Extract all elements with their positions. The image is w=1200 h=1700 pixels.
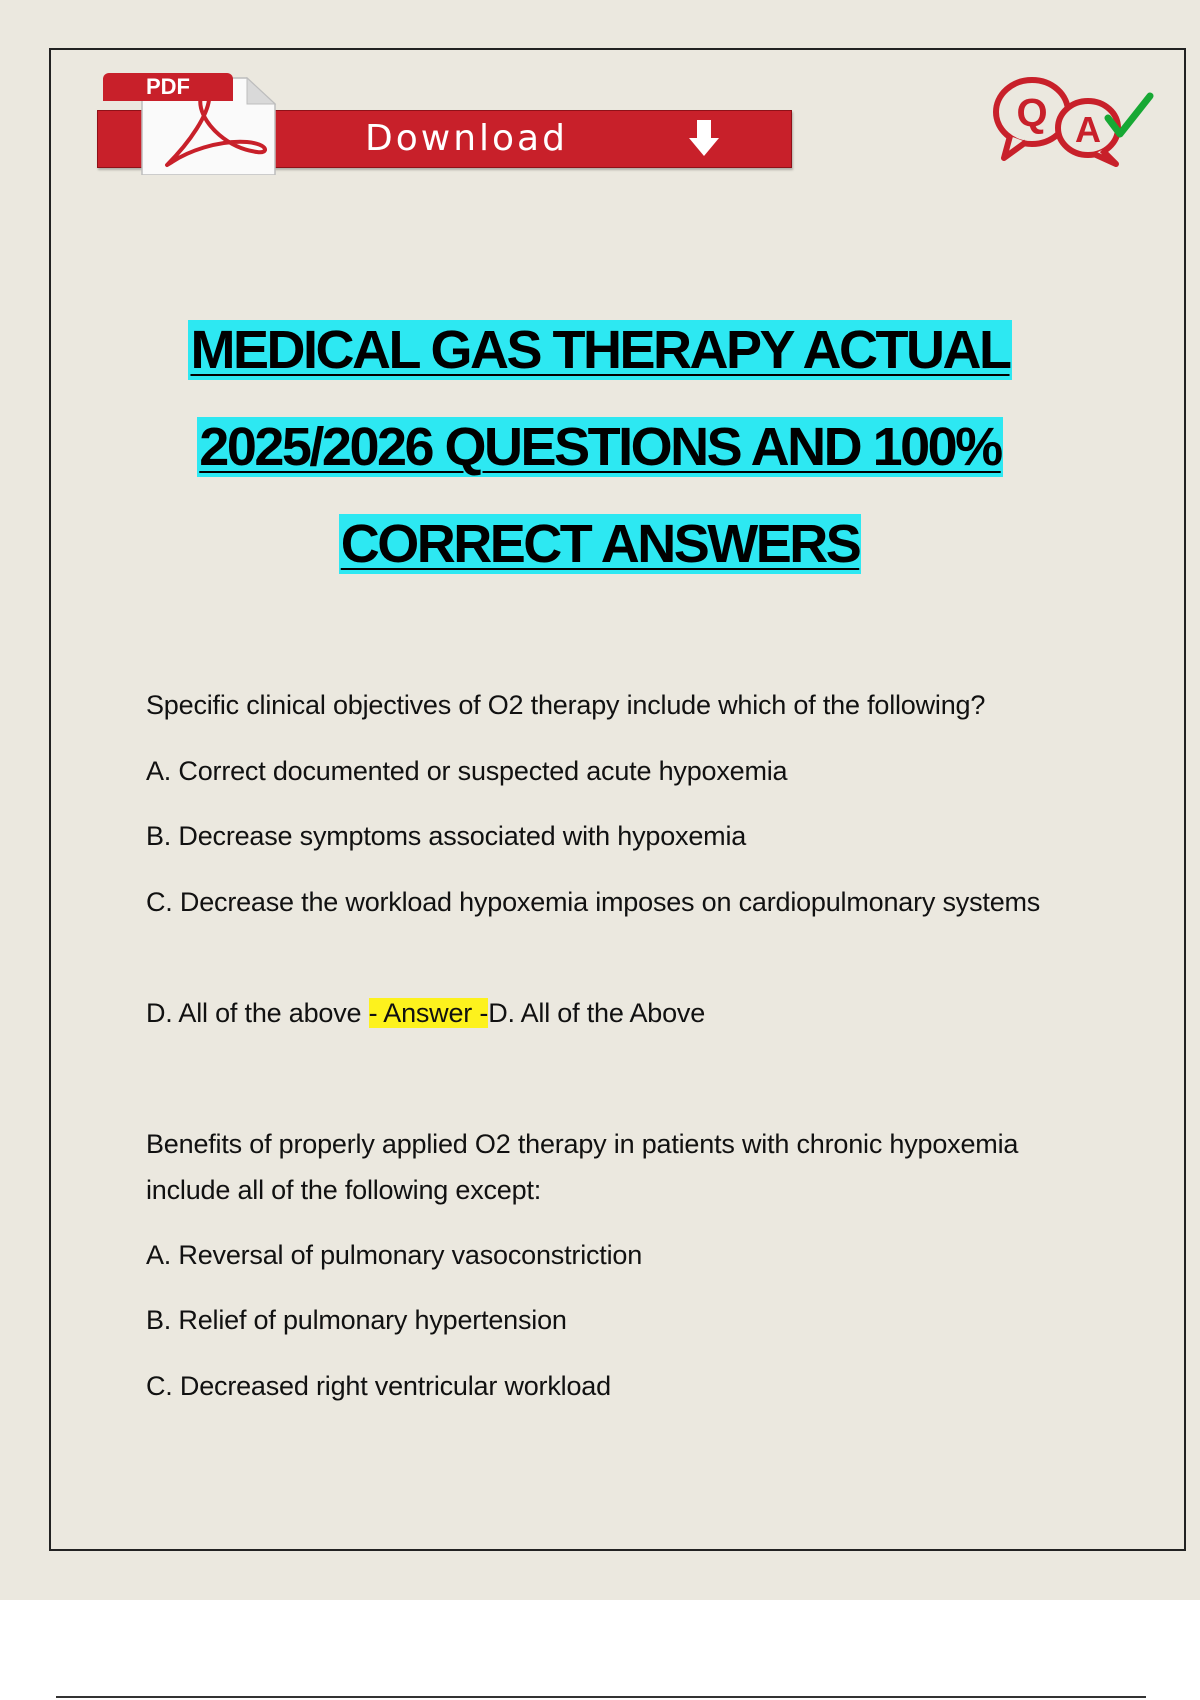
question-1-option-c: C. Decrease the workload hypoxemia imposes on cardiopulmonary systems	[146, 887, 1041, 917]
page-title-line-3: CORRECT ANSWERS	[340, 514, 860, 574]
question-1-option-a: A. Correct documented or suspected acute hypoxemia	[146, 756, 788, 786]
question-1-option-d: D. All of the above	[146, 998, 362, 1028]
answer-marker: - Answer -	[368, 998, 489, 1028]
question-1-option-d-line	[146, 990, 1106, 1036]
question-2-option-c: C. Decreased right ventricular workload	[146, 1371, 611, 1401]
download-arrow-icon	[687, 118, 721, 160]
a-bubble-icon	[1058, 101, 1118, 164]
pdf-tab-label: PDF	[103, 73, 233, 101]
q-letter: Q	[1016, 91, 1048, 135]
qa-logo	[990, 68, 1160, 168]
pdf-download-banner[interactable]	[97, 70, 797, 175]
a-letter: A	[1075, 109, 1101, 150]
question-2-option-b: B. Relief of pulmonary hypertension	[146, 1305, 567, 1335]
question-1-prompt: Specific clinical objectives of O2 therapy include which of the following?	[146, 690, 986, 720]
download-label: Download	[365, 118, 568, 159]
answer-text: D. All of the Above	[488, 998, 706, 1028]
page-title-line-2: 2025/2026 QUESTIONS AND 100%	[199, 417, 1001, 477]
question-2-prompt: Benefits of properly applied O2 therapy in patients with chronic hypoxemia include all of the following except:	[146, 1129, 1019, 1205]
question-2-option-a: A. Reversal of pulmonary vasoconstriction	[146, 1240, 643, 1270]
question-1-option-b: B. Decrease symptoms associated with hypoxemia	[146, 821, 747, 851]
page-title-line-1: MEDICAL GAS THERAPY ACTUAL	[190, 320, 1010, 380]
bottom-divider	[56, 1696, 1146, 1698]
pdf-file-icon	[97, 70, 297, 175]
